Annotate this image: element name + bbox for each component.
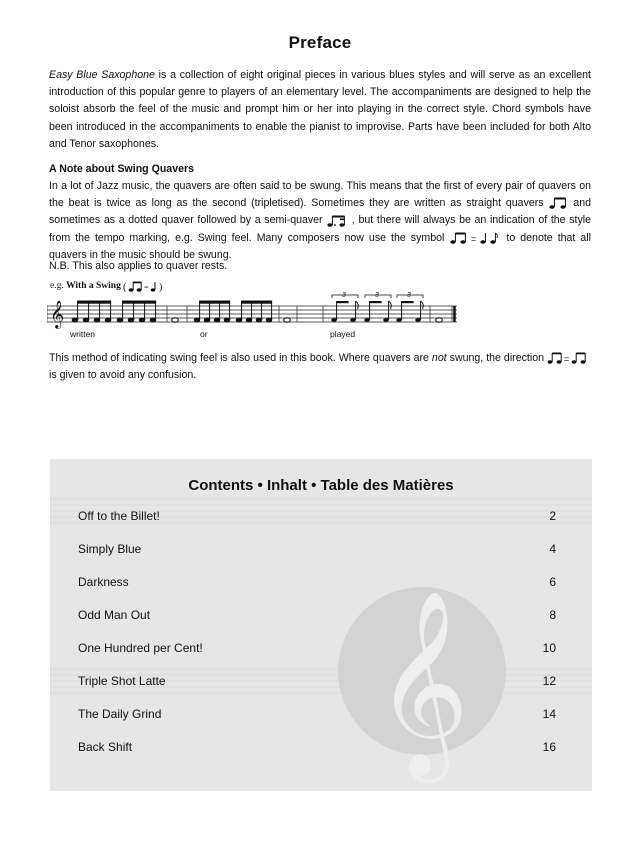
svg-text:=: = xyxy=(471,233,477,244)
note-head xyxy=(204,318,210,322)
note-head xyxy=(128,318,134,322)
toc-item-page: 14 xyxy=(542,707,556,721)
swing-heading: A Note about Swing Quavers xyxy=(49,163,194,175)
toc-item-title: Simply Blue xyxy=(78,542,142,556)
preface-intro xyxy=(49,67,591,153)
contents-panel xyxy=(50,459,592,791)
note-beam xyxy=(242,301,272,303)
svg-text:=: = xyxy=(144,283,149,292)
swing-text-4: to denote that all quavers in the music should be swung. xyxy=(49,231,591,261)
toc-item-page: 2 xyxy=(549,509,556,523)
toc-item[interactable] xyxy=(78,740,556,758)
triplet-number: 3 xyxy=(375,292,379,299)
example-marking: With a Swing xyxy=(66,281,121,292)
note-head xyxy=(236,318,242,322)
svg-text:): ) xyxy=(159,282,163,293)
svg-text:=: = xyxy=(563,354,570,365)
swing-symbol-icon xyxy=(449,231,501,245)
toc-item[interactable] xyxy=(78,542,556,560)
treble-clef-watermark-icon: 𝄞 xyxy=(374,588,470,775)
note-head xyxy=(246,318,252,322)
note-head xyxy=(224,318,230,322)
swing-example-staff xyxy=(47,276,457,344)
note-head xyxy=(266,318,272,322)
toc-item-title: Darkness xyxy=(78,575,129,589)
page-title: Preface xyxy=(288,33,352,52)
after-text-2: swung, the direction xyxy=(449,352,544,364)
toc-item-title: Triple Shot Latte xyxy=(78,674,166,688)
swing-paragraph xyxy=(49,178,591,264)
contents-title: Contents • Inhalt • Table des Matières xyxy=(188,477,454,494)
note-head xyxy=(83,318,89,322)
after-emphasis: not xyxy=(431,352,447,364)
toc-item[interactable] xyxy=(78,707,556,725)
straight-equals-symbol-icon xyxy=(547,352,591,364)
note-beam xyxy=(123,301,156,303)
straight-quavers-icon xyxy=(548,197,568,209)
swing-text-1: In a lot of Jazz music, the quavers are often said to be swung. This means that the first of every pair of quavers on the beat is twice as long as the second (tripletised). Sometimes they are written as straight quavers xyxy=(49,180,591,210)
toc-item-title: The Daily Grind xyxy=(78,707,162,721)
toc-item-title: Off to the Billet! xyxy=(78,509,160,523)
toc-item[interactable] xyxy=(78,641,556,659)
note-head xyxy=(105,318,111,322)
toc-item-title: Back Shift xyxy=(78,740,133,754)
swing-text-3: , but there will always be an indication of the style from the tempo marking, e.g. Swing feel. Many composers now use the symbol xyxy=(49,214,591,244)
toc-item-title: Odd Man Out xyxy=(78,608,151,622)
svg-text:(: ( xyxy=(123,282,127,293)
toc-item-page: 16 xyxy=(542,740,556,754)
note-head xyxy=(72,318,78,322)
toc-item-page: 4 xyxy=(549,542,556,556)
note-head xyxy=(117,318,123,322)
toc-item-page: 10 xyxy=(542,641,556,655)
after-text-3: is given to avoid any confusion. xyxy=(49,369,197,382)
label-written: written xyxy=(70,329,96,339)
toc-item[interactable] xyxy=(78,674,556,692)
after-paragraph xyxy=(49,350,591,384)
toc-item[interactable] xyxy=(78,509,556,527)
dotted-quaver-semiquaver-icon xyxy=(326,215,348,227)
toc-item-page: 6 xyxy=(549,575,556,589)
after-text-1: This method of indicating swing feel is also used in this book. Where quavers are xyxy=(49,352,429,364)
toc-item-title: One Hundred per Cent! xyxy=(78,641,203,655)
toc-item[interactable] xyxy=(78,608,556,626)
note-head xyxy=(214,318,220,322)
note-beam xyxy=(78,301,111,303)
swing-text-2: and sometimes as a dotted quaver followed by a semi-quaver xyxy=(49,197,591,227)
toc-item[interactable] xyxy=(78,575,556,593)
note-head xyxy=(94,318,100,322)
book-title: Easy Blue Saxophone xyxy=(49,69,155,81)
note-head xyxy=(194,318,200,322)
triplet-number: 3 xyxy=(342,292,346,299)
note-head xyxy=(256,318,262,322)
svg-text:𝄞: 𝄞 xyxy=(50,300,65,328)
note-beam xyxy=(200,301,230,303)
intro-text: is a collection of eight original pieces in various blues styles and will serve as an excellent introduction of this popular genre to players of an elementary level. The accompaniments are designed to help the soloist absorb the feel of the music and prompt him or her into playing in the correct style. Chord symbols have been introduced in the accompaniments to enable the pianist to improvise. Parts have been included for both Alto and Tenor saxophones. xyxy=(49,69,591,150)
label-or: or xyxy=(200,329,208,339)
toc-item-page: 8 xyxy=(549,608,556,622)
triplet-number: 3 xyxy=(407,292,411,299)
nb-note: N.B. This also applies to quaver rests. xyxy=(49,260,228,272)
toc-item-page: 12 xyxy=(542,674,556,688)
example-prefix: e.g. xyxy=(50,281,64,292)
label-played: played xyxy=(330,329,356,339)
note-head xyxy=(150,318,156,322)
note-head xyxy=(139,318,145,322)
